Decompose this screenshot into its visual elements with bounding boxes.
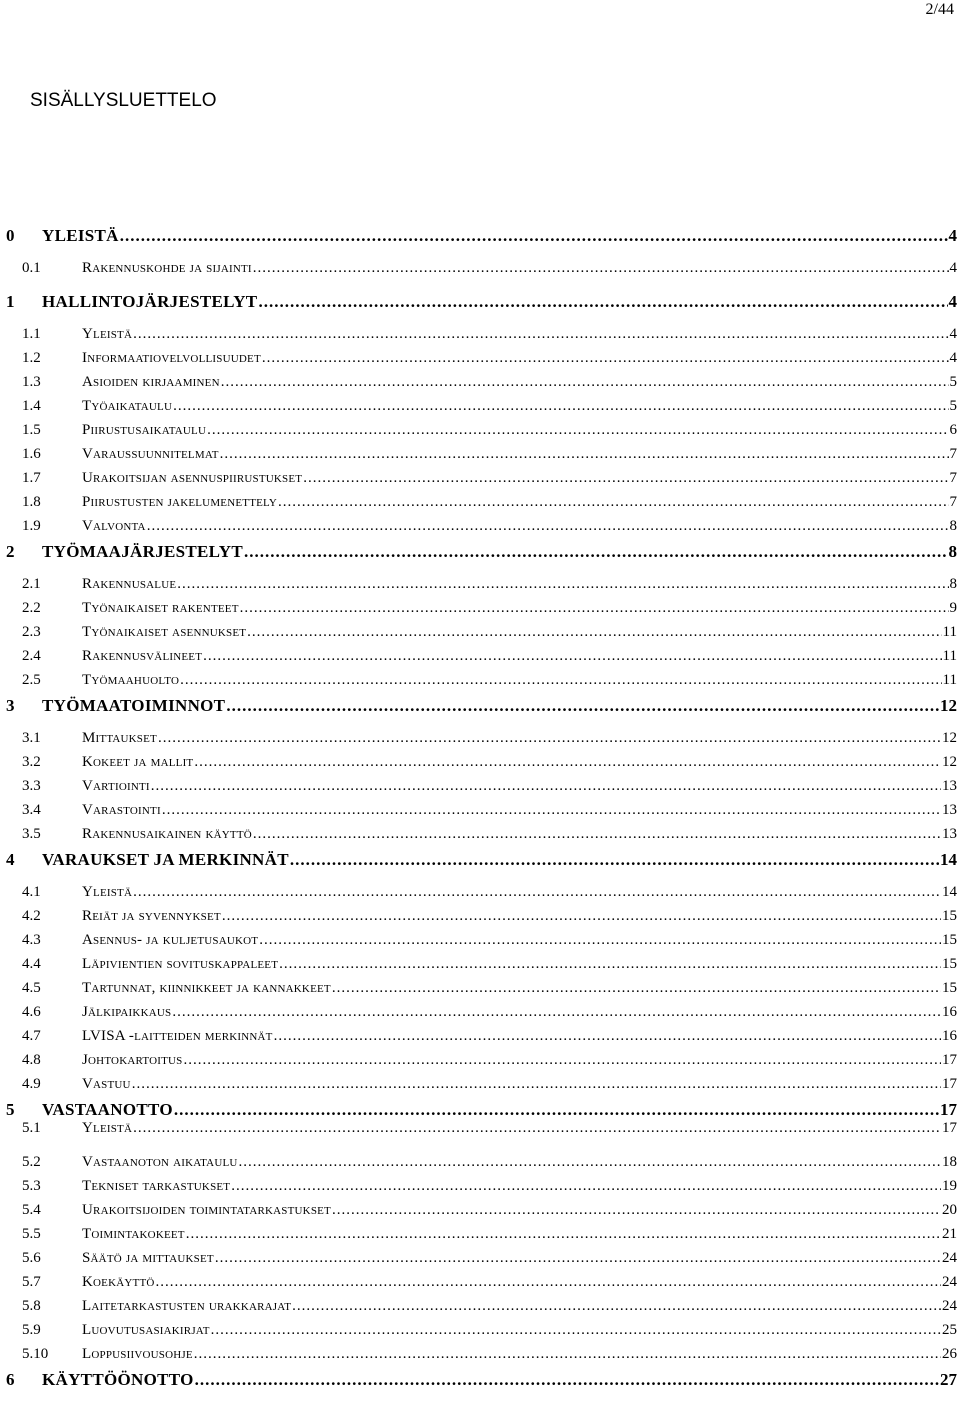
toc-entry-number: 5 (6, 1100, 15, 1119)
toc-entry-title: Piirustusaikataulu (82, 422, 207, 438)
toc-leader-dots (226, 696, 939, 716)
toc-entry-page: 11 (942, 624, 957, 640)
toc-entry-page: 8 (948, 542, 957, 561)
toc-entry-number: 4.8 (22, 1052, 41, 1068)
toc-leader-dots (186, 1226, 941, 1243)
toc-entry-title: Työnaikaiset rakenteet (82, 600, 239, 616)
toc-entry-title: Informaatiovelvollisuudet (82, 350, 261, 366)
toc-entry[interactable] (22, 1178, 957, 1195)
toc-entry-title: Laitetarkastusten urakkarajat (82, 1298, 292, 1314)
toc-entry[interactable] (22, 1274, 957, 1291)
toc-entry-title: LVISA -laitteiden merkinnät (82, 1028, 273, 1044)
toc-entry[interactable] (22, 446, 957, 463)
toc-entry-number: 1.8 (22, 494, 41, 510)
toc-leader-dots (211, 1322, 941, 1339)
toc-entry-title: VASTAANOTTO (42, 1100, 173, 1119)
toc-entry-title: Varaussuunnitelmat (82, 446, 219, 462)
toc-entry-page: 8 (949, 576, 957, 592)
toc-entry-title: Rakennusalue (82, 576, 177, 592)
toc-entry-title: Vartiointi (82, 778, 150, 794)
toc-entry[interactable] (22, 422, 957, 439)
toc-entry-number: 0 (6, 226, 15, 245)
toc-entry-number: 1 (6, 292, 15, 311)
toc-entry-page: 13 (942, 778, 957, 794)
toc-entry-page: 26 (942, 1346, 957, 1362)
toc-entry[interactable] (22, 672, 957, 689)
toc-entry-number: 1.3 (22, 374, 41, 390)
toc-entry-page: 11 (942, 648, 957, 664)
toc-entry-number: 1.6 (22, 446, 41, 462)
toc-leader-dots (133, 1120, 941, 1137)
toc-entry[interactable] (22, 908, 957, 925)
toc-entry-title: Rakennuskohde ja sijainti (82, 260, 252, 276)
toc-entry-number: 6 (6, 1370, 15, 1389)
toc-entry[interactable] (22, 518, 957, 535)
toc-entry-number: 1.4 (22, 398, 41, 414)
toc-leader-dots (253, 260, 949, 277)
toc-entry[interactable] (22, 1298, 957, 1315)
toc-entry-number: 3.5 (22, 826, 41, 842)
toc-entry[interactable] (22, 374, 957, 391)
toc-leader-dots (278, 494, 948, 511)
toc-leader-dots (120, 226, 948, 246)
toc-entry-title: Työmaahuolto (82, 672, 180, 688)
toc-entry-number: 4.6 (22, 1004, 41, 1020)
toc-entry-number: 1.9 (22, 518, 41, 534)
toc-entry[interactable] (22, 980, 957, 997)
toc-leader-dots (253, 826, 941, 843)
toc-entry[interactable] (22, 1346, 957, 1363)
toc-entry[interactable] (6, 696, 957, 716)
toc-entry-number: 2.1 (22, 576, 41, 592)
toc-entry-number: 4 (6, 850, 15, 869)
toc-entry[interactable] (22, 494, 957, 511)
toc-entry[interactable] (22, 624, 957, 641)
toc-entry-number: 5.5 (22, 1226, 41, 1242)
toc-leader-dots (274, 1028, 941, 1045)
toc-entry-title: Luovutusasiakirjat (82, 1322, 210, 1338)
toc-entry-page: 5 (949, 398, 957, 414)
toc-entry-title: Piirustusten jakelumenettely (82, 494, 278, 510)
toc-entry-title: Tartunnat, kiinnikkeet ja kannakkeet (82, 980, 331, 996)
toc-entry[interactable] (22, 778, 957, 795)
toc-entry-title: Koekäyttö (82, 1274, 155, 1290)
toc-entry-page: 12 (942, 730, 957, 746)
toc-entry-title: Jälkipaikkaus (82, 1004, 172, 1020)
toc-entry[interactable] (22, 350, 957, 367)
toc-entry-page: 15 (942, 956, 957, 972)
toc-entry[interactable] (22, 600, 957, 617)
toc-entry-title: Toimintakokeet (82, 1226, 185, 1242)
toc-entry-number: 3 (6, 696, 15, 715)
toc-leader-dots (240, 600, 949, 617)
toc-entry[interactable] (22, 1028, 957, 1045)
toc-entry-title: TYÖMAATOIMINNOT (42, 696, 226, 715)
toc-entry[interactable] (22, 730, 957, 747)
toc-entry-title: Asennus- ja kuljetusaukot (82, 932, 259, 948)
toc-entry[interactable] (22, 576, 957, 593)
toc-entry-number: 4.1 (22, 884, 41, 900)
toc-entry[interactable] (22, 754, 957, 771)
toc-leader-dots (222, 908, 941, 925)
toc-entry-number: 3.3 (22, 778, 41, 794)
toc-leader-dots (158, 730, 941, 747)
toc-entry[interactable] (22, 884, 957, 901)
toc-entry-title: TYÖMAAJÄRJESTELYT (42, 542, 243, 561)
toc-entry[interactable] (22, 648, 957, 665)
toc-entry-number: 5.4 (22, 1202, 41, 1218)
toc-leader-dots (207, 422, 948, 439)
toc-leader-dots (303, 470, 948, 487)
toc-leader-dots (133, 884, 941, 901)
toc-entry-number: 1.1 (22, 326, 41, 342)
toc-entry-page: 4 (949, 260, 957, 276)
toc-leader-dots (156, 1274, 941, 1291)
toc-entry[interactable] (22, 932, 957, 949)
toc-entry-page: 17 (942, 1120, 957, 1136)
toc-leader-dots (215, 1250, 941, 1267)
toc-entry[interactable] (22, 802, 957, 819)
toc-entry-title: Loppusiivousohje (82, 1346, 193, 1362)
toc-entry-page: 21 (942, 1226, 957, 1242)
toc-entry-page: 17 (942, 1076, 957, 1092)
toc-entry-title: Varastointi (82, 802, 161, 818)
toc-leader-dots (332, 980, 941, 997)
toc-entry-number: 5.1 (22, 1120, 41, 1136)
toc-entry-page: 27 (940, 1370, 957, 1389)
toc-leader-dots (173, 398, 948, 415)
toc-entry-number: 4.4 (22, 956, 41, 972)
toc-entry-number: 2 (6, 542, 15, 561)
toc-entry-title: YLEISTÄ (42, 226, 119, 245)
toc-entry-page: 15 (942, 980, 957, 996)
toc-entry-page: 4 (948, 292, 957, 311)
toc-entry-page: 7 (949, 470, 957, 486)
toc-entry[interactable] (22, 1076, 957, 1093)
toc-entry[interactable] (22, 398, 957, 415)
toc-entry-title: Reiät ja syvennykset (82, 908, 221, 924)
toc-entry-page: 24 (942, 1298, 957, 1314)
toc-entry-title: Yleistä (82, 884, 133, 900)
toc-leader-dots (177, 576, 948, 593)
toc-entry-number: 5.7 (22, 1274, 41, 1290)
toc-entry-page: 9 (949, 600, 957, 616)
toc-entry[interactable] (22, 1202, 957, 1219)
toc-entry[interactable] (22, 326, 957, 343)
toc-leader-dots (332, 1202, 941, 1219)
toc-entry-page: 6 (949, 422, 957, 438)
toc-entry-page: 17 (940, 1100, 957, 1119)
toc-entry-number: 1.7 (22, 470, 41, 486)
toc-entry-page: 24 (942, 1250, 957, 1266)
toc-leader-dots (183, 1052, 941, 1069)
toc-leader-dots (262, 350, 949, 367)
toc-leader-dots (244, 542, 948, 562)
toc-entry-number: 4.2 (22, 908, 41, 924)
toc-entry-page: 24 (942, 1274, 957, 1290)
toc-entry-number: 1.2 (22, 350, 41, 366)
toc-entry[interactable] (6, 1370, 957, 1390)
toc-entry-title: HALLINTOJÄRJESTELYT (42, 292, 258, 311)
toc-leader-dots (194, 754, 941, 771)
toc-entry-page: 7 (949, 494, 957, 510)
toc-entry-page: 11 (942, 672, 957, 688)
toc-entry-number: 2.4 (22, 648, 41, 664)
toc-entry-title: Johtokartoitus (82, 1052, 183, 1068)
toc-entry-number: 3.1 (22, 730, 41, 746)
toc-entry-page: 18 (942, 1154, 957, 1170)
toc-entry[interactable] (22, 1052, 957, 1069)
toc-entry-page: 20 (942, 1202, 957, 1218)
toc-leader-dots (292, 1298, 941, 1315)
toc-entry-page: 4 (949, 350, 957, 366)
toc-entry-title: Urakoitsijoiden toimintatarkastukset (82, 1202, 331, 1218)
toc-leader-dots (162, 802, 941, 819)
toc-entry-title: Yleistä (82, 326, 133, 342)
toc-leader-dots (180, 672, 941, 689)
toc-entry-number: 3.2 (22, 754, 41, 770)
toc-entry[interactable] (22, 260, 957, 277)
toc-leader-dots (247, 624, 941, 641)
toc-entry[interactable] (22, 1120, 957, 1137)
toc-entry-page: 14 (940, 850, 957, 869)
toc-entry-page: 5 (949, 374, 957, 390)
toc-entry[interactable] (6, 542, 957, 562)
toc-entry-page: 7 (949, 446, 957, 462)
toc-entry-number: 5.9 (22, 1322, 41, 1338)
toc-entry[interactable] (22, 1226, 957, 1243)
toc-entry-page: 13 (942, 826, 957, 842)
toc-entry-page: 4 (948, 226, 957, 245)
toc-entry-number: 4.9 (22, 1076, 41, 1092)
toc-entry-title: Säätö ja mittaukset (82, 1250, 214, 1266)
toc-entry-page: 14 (942, 884, 957, 900)
toc-entry-title: Yleistä (82, 1120, 133, 1136)
toc-leader-dots (194, 1346, 941, 1363)
toc-entry-title: Tekniset tarkastukset (82, 1178, 231, 1194)
toc-entry-page: 12 (942, 754, 957, 770)
toc-entry-page: 25 (942, 1322, 957, 1338)
toc-entry-page: 12 (940, 696, 957, 715)
toc-entry[interactable] (22, 956, 957, 973)
toc-entry-number: 1.5 (22, 422, 41, 438)
toc-entry-page: 16 (942, 1028, 957, 1044)
toc-entry[interactable] (6, 226, 957, 246)
toc-leader-dots (221, 374, 949, 391)
toc-entry-number: 5.3 (22, 1178, 41, 1194)
toc-entry-number: 2.3 (22, 624, 41, 640)
toc-entry-number: 5.8 (22, 1298, 41, 1314)
toc-entry-number: 2.2 (22, 600, 41, 616)
toc-entry-title: Läpivientien sovituskappaleet (82, 956, 279, 972)
toc-entry-title: Asioiden kirjaaminen (82, 374, 220, 390)
toc-entry-number: 0.1 (22, 260, 41, 276)
toc-entry-number: 5.6 (22, 1250, 41, 1266)
toc-entry-page: 17 (942, 1052, 957, 1068)
toc-leader-dots (133, 326, 948, 343)
toc-entry-number: 3.4 (22, 802, 41, 818)
toc-leader-dots (147, 518, 949, 535)
toc-entry-title: Rakennusvälineet (82, 648, 203, 664)
toc-entry-title: Kokeet ja mallit (82, 754, 194, 770)
toc-entry[interactable] (6, 850, 957, 870)
toc-entry-title: Työnaikaiset asennukset (82, 624, 247, 640)
toc-title: SISÄLLYSLUETTELO (30, 90, 217, 111)
toc-leader-dots (132, 1076, 941, 1093)
toc-entry[interactable] (6, 292, 957, 312)
toc-entry-title: Vastuu (82, 1076, 131, 1092)
toc-leader-dots (174, 1100, 939, 1120)
toc-entry-page: 16 (942, 1004, 957, 1020)
toc-leader-dots (203, 648, 941, 665)
toc-entry-title: KÄYTTÖÖNOTTO (42, 1370, 194, 1389)
toc-leader-dots (290, 850, 939, 870)
toc-leader-dots (220, 446, 949, 463)
toc-entry[interactable] (22, 470, 957, 487)
toc-entry-number: 5.10 (22, 1346, 49, 1362)
toc-leader-dots (172, 1004, 941, 1021)
toc-entry-number: 5.2 (22, 1154, 41, 1170)
toc-entry-title: Valvonta (82, 518, 146, 534)
toc-entry-page: 19 (942, 1178, 957, 1194)
toc-leader-dots (239, 1154, 941, 1171)
toc-entry-page: 15 (942, 932, 957, 948)
toc-leader-dots (279, 956, 941, 973)
toc-leader-dots (195, 1370, 939, 1390)
toc-entry-title: VARAUKSET JA MERKINNÄT (42, 850, 289, 869)
toc-entry-page: 4 (949, 326, 957, 342)
toc-entry[interactable] (22, 1154, 957, 1171)
toc-entry-number: 4.3 (22, 932, 41, 948)
toc-entry[interactable] (22, 1250, 957, 1267)
toc-entry[interactable] (6, 1100, 957, 1120)
toc-entry-number: 4.5 (22, 980, 41, 996)
toc-leader-dots (258, 292, 947, 312)
toc-entry-page: 8 (949, 518, 957, 534)
toc-leader-dots (231, 1178, 941, 1195)
toc-leader-dots (259, 932, 941, 949)
toc-entry-number: 2.5 (22, 672, 41, 688)
toc-entry-page: 15 (942, 908, 957, 924)
toc-entry-title: Urakoitsijan asennuspiirustukset (82, 470, 303, 486)
toc-entry-title: Vastaanoton aikataulu (82, 1154, 238, 1170)
toc-entry-title: Työaikataulu (82, 398, 173, 414)
toc-entry-title: Mittaukset (82, 730, 157, 746)
toc-entry-page: 13 (942, 802, 957, 818)
page-number: 2/44 (925, 1, 954, 18)
toc-entry-number: 4.7 (22, 1028, 41, 1044)
toc-leader-dots (151, 778, 941, 795)
toc-entry[interactable] (22, 826, 957, 843)
toc-entry[interactable] (22, 1004, 957, 1021)
toc-entry[interactable] (22, 1322, 957, 1339)
toc-entry-title: Rakennusaikainen käyttö (82, 826, 252, 842)
